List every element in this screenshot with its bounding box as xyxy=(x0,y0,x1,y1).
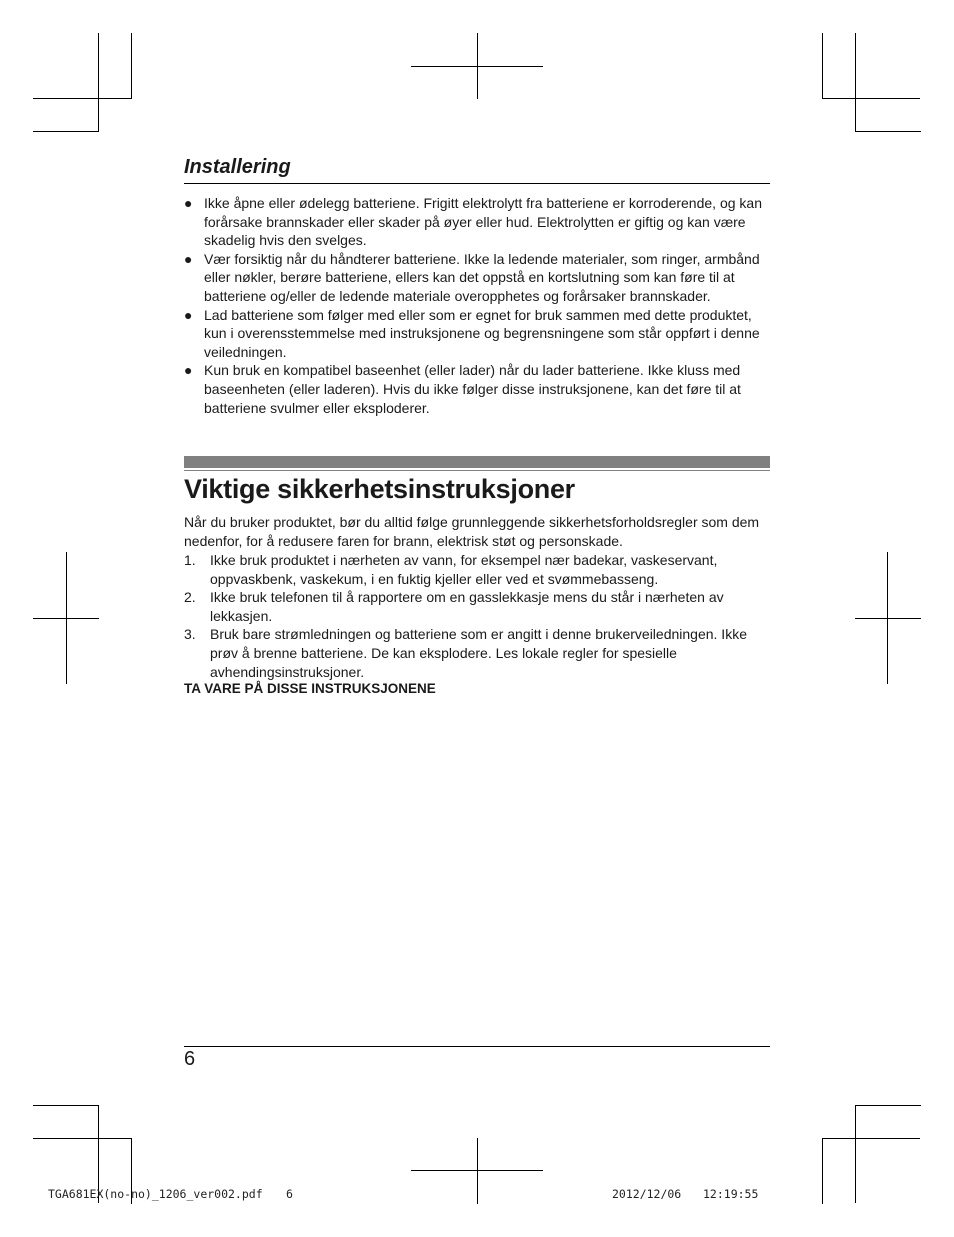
step-text: Ikke bruk telefonen til å rapportere om en gasslekkasje mens du står i nærheten av lekkasjen. xyxy=(210,589,724,624)
list-item-text: Vær forsiktig når du håndterer batteriene. Ikke la ledende materialer, som ringer, armbånd eller nøkler, berøre batteriene, ellers kan det oppstå en kortslutning som kan føre til at batteriene og/eller de ledende materiale overopphetes og forårsaker brannskader. xyxy=(204,250,760,304)
step-number: 2. xyxy=(184,589,196,606)
intro-paragraph: Når du bruker produktet, bør du alltid følge grunnleggende sikkerhetsforholdsregler som dem nedenfor, for å redusere faren for brann, elektrisk støt og personskade. xyxy=(184,514,760,549)
save-instructions-notice: TA VARE PÅ DISSE INSTRUKSJONENE xyxy=(184,681,436,696)
step-text: Bruk bare strømledningen og batteriene som er angitt i denne brukerveiledningen. Ikke prøv å brenne batteriene. De kan eksplodere. Les lokale regler for spesielle avhendingsinstruksjoner. xyxy=(210,626,747,680)
heading-bar-line xyxy=(184,470,770,471)
footer-date: 2012/12/06 xyxy=(612,1187,682,1201)
list-item xyxy=(184,361,770,417)
bullet-icon: ● xyxy=(184,306,193,323)
list-item xyxy=(184,194,770,250)
heading-bar xyxy=(184,456,770,468)
bullet-icon: ● xyxy=(184,362,193,379)
footer-file-page: 6 xyxy=(286,1187,293,1201)
step-number: 1. xyxy=(184,552,196,568)
list-item xyxy=(184,250,770,306)
section-rule xyxy=(184,183,770,184)
list-item-text: Lad batteriene som følger med eller som er egnet for bruk sammen med dette produktet, kun i overensstemmelse med instruksjonene og begrensningene som står oppført i denne veiledningen. xyxy=(204,306,760,360)
safety-steps-list xyxy=(184,551,770,681)
footer-rule xyxy=(184,1046,770,1047)
battery-warning-list xyxy=(184,194,770,417)
step-number: 3. xyxy=(184,626,196,643)
list-item xyxy=(184,306,770,362)
footer-time: 12:19:55 xyxy=(703,1187,759,1201)
list-item-text: Kun bruk en kompatibel baseenhet (eller lader) når du lader batteriene. Ikke kluss med baseenheten (eller laderen). Hvis du ikke følger disse instruksjonene, kan det føre til at batteriene svulmer eller eksploderer. xyxy=(204,362,741,416)
list-item xyxy=(184,625,770,681)
footer-filename: TGA681EX(no-no)_1206_ver002.pdf xyxy=(48,1187,263,1201)
bullet-icon: ● xyxy=(184,250,193,267)
bullet-icon: ● xyxy=(184,195,193,211)
step-text: Ikke bruk produktet i nærheten av vann, for eksempel nær badekar, vaskeservant, oppvaskbenk, vaskekum, i en fuktig kjeller eller ved et svømmebasseng. xyxy=(210,552,718,587)
page-number: 6 xyxy=(184,1048,196,1070)
list-item xyxy=(184,588,770,625)
page-heading: Viktige sikkerhetsinstruksjoner xyxy=(184,474,575,504)
list-item-text: Ikke åpne eller ødelegg batteriene. Frigitt elektrolytt fra batteriene er korroderende, og kan forårsake brannskader eller skader på øyer eller hud. Elektrolytten er giftig og kan være skadelig hvis den svelges. xyxy=(204,195,762,249)
section-title: Installering xyxy=(184,156,291,178)
list-item xyxy=(184,551,770,588)
